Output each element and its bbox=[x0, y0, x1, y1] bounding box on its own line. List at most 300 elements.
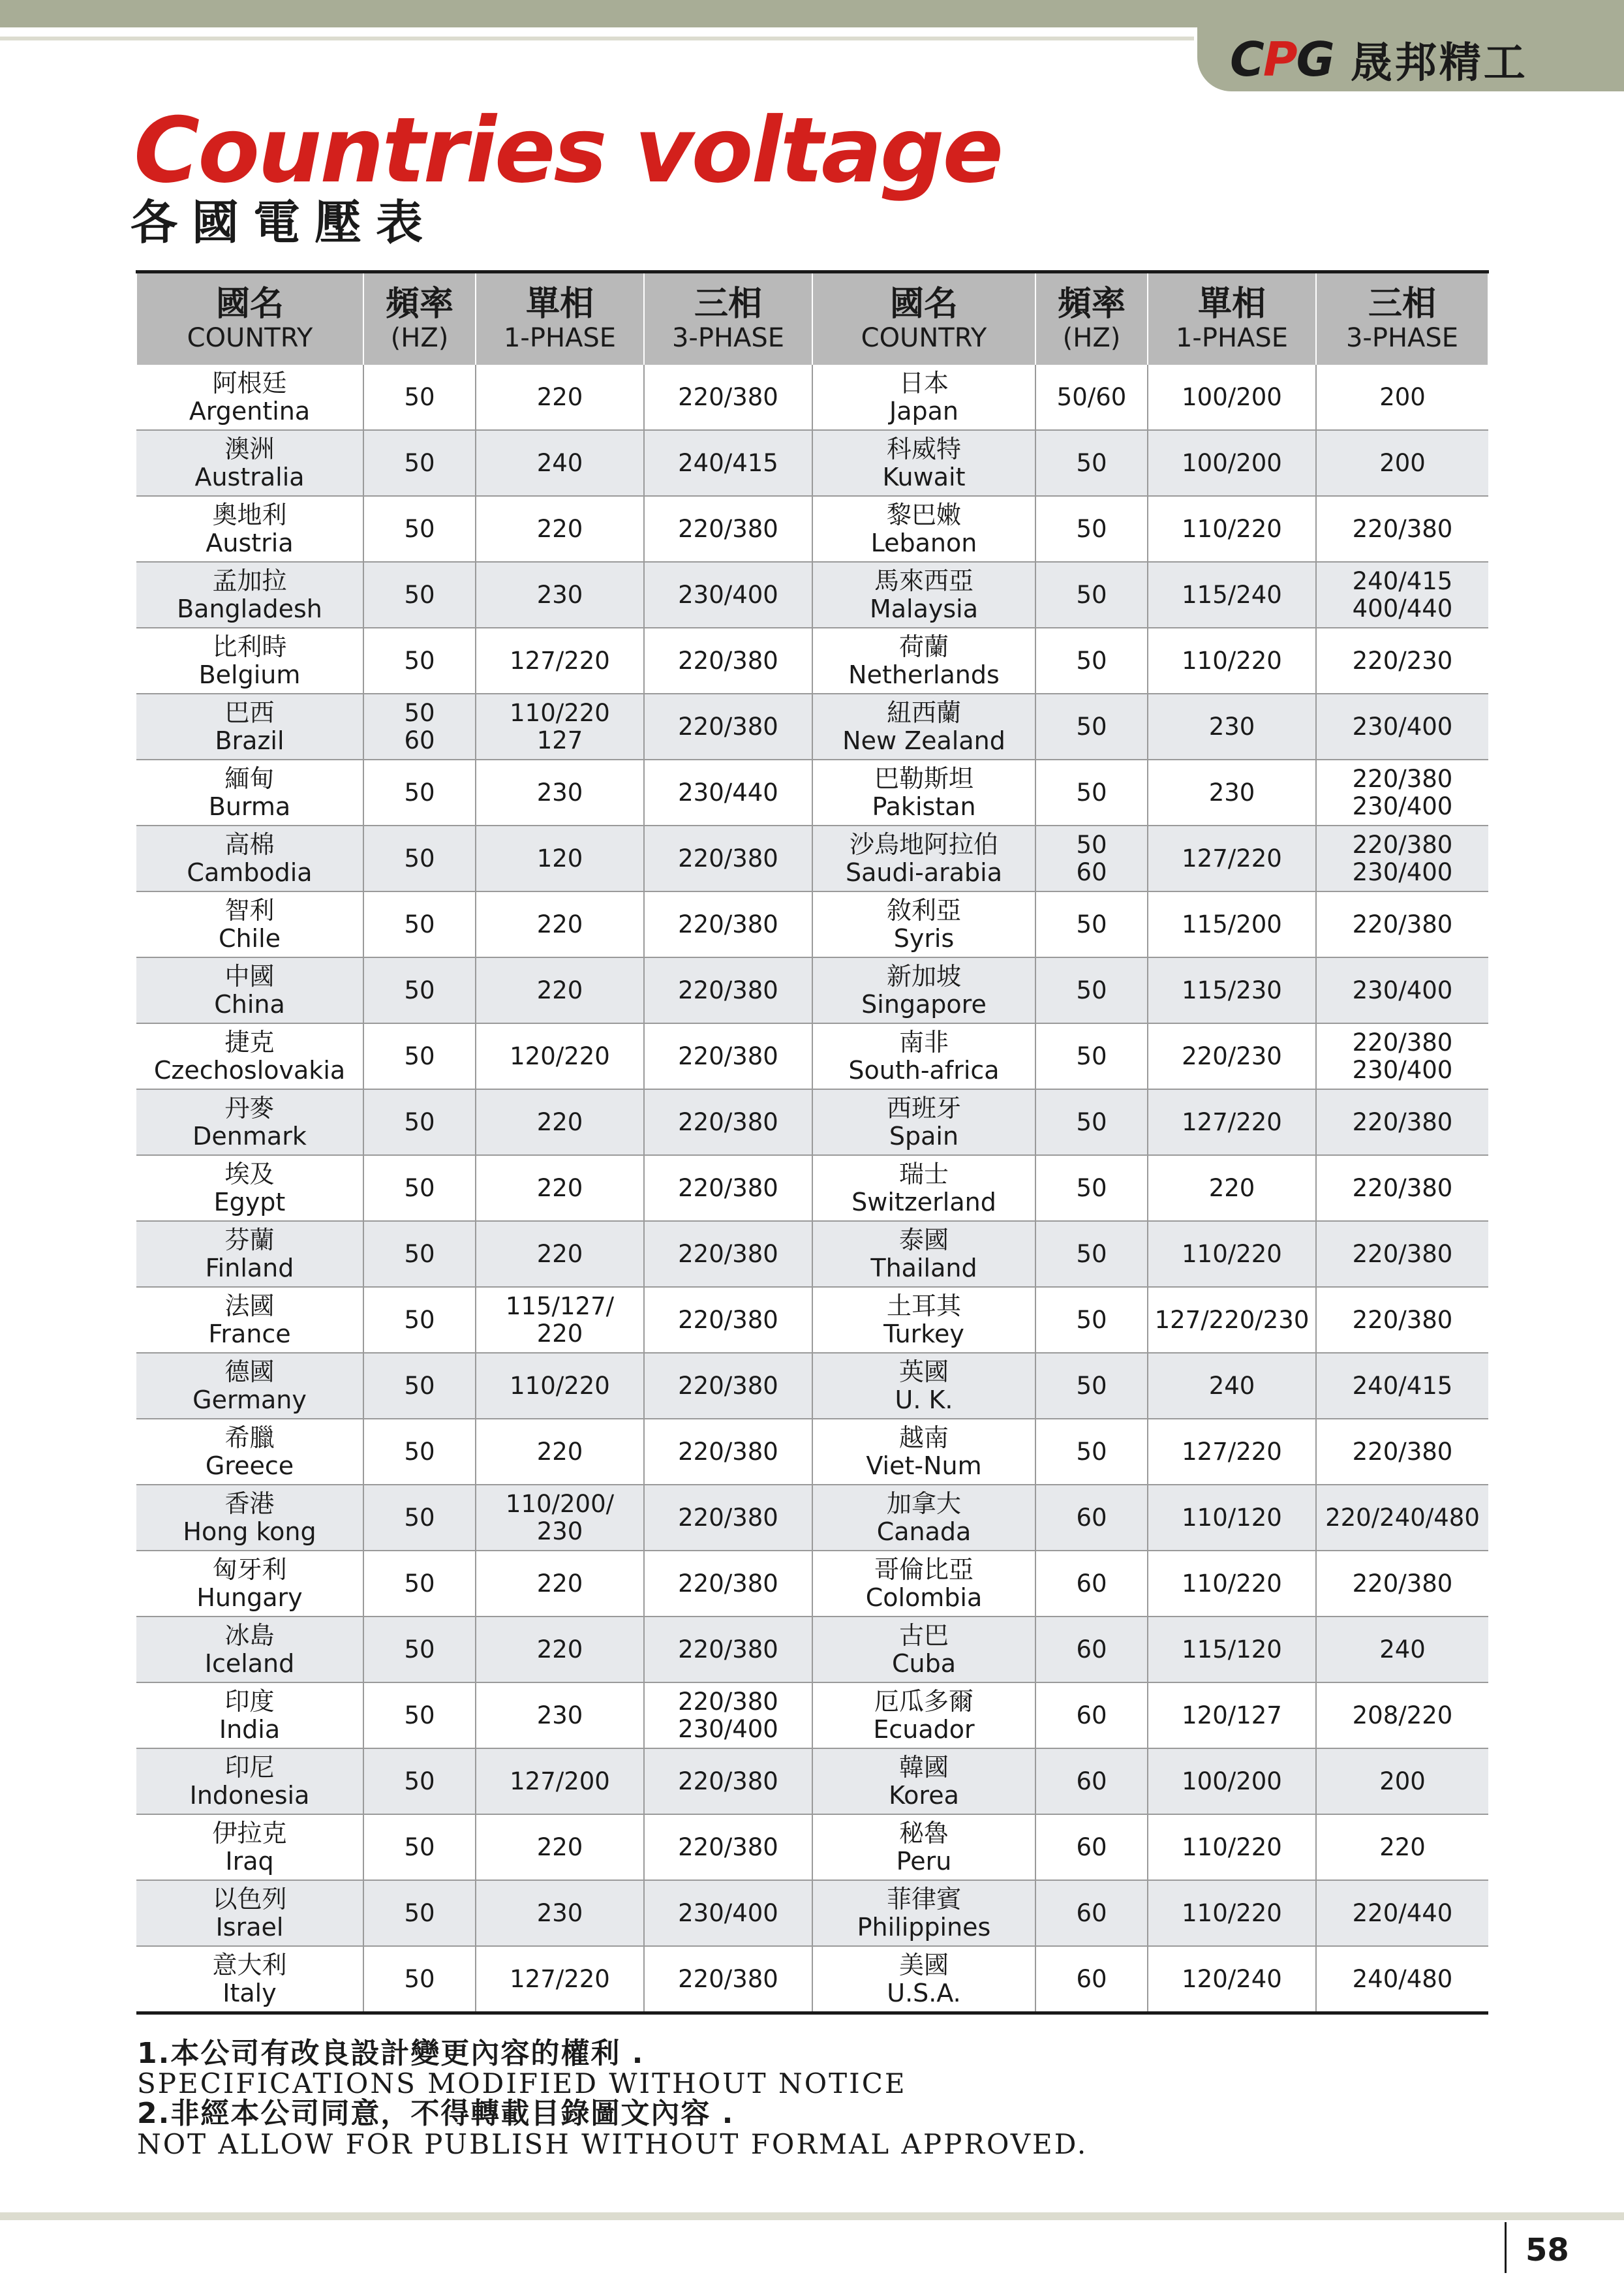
table-row bbox=[136, 628, 1488, 694]
single-phase-cell bbox=[1148, 1287, 1316, 1353]
table-row bbox=[136, 891, 1488, 957]
country-name-zh: 西班牙 bbox=[886, 1093, 961, 1122]
single-phase-cell bbox=[476, 957, 644, 1023]
three-phase-cell bbox=[644, 365, 812, 430]
country-cell bbox=[136, 760, 363, 826]
hz-cell-value: 50 bbox=[1076, 712, 1107, 741]
hz-cell-value: 50 bbox=[404, 580, 435, 609]
country-name-en: Chile bbox=[218, 923, 281, 953]
hz-cell bbox=[363, 628, 476, 694]
country-cell bbox=[812, 1946, 1035, 2013]
hz-cell-value: 60 bbox=[1076, 1898, 1107, 1927]
three-phase-cell bbox=[644, 891, 812, 957]
single-phase-cell-value: 115/200 bbox=[1182, 910, 1282, 938]
hz-cell bbox=[1035, 1155, 1148, 1221]
page-subtitle: 各國電壓表 bbox=[130, 195, 438, 250]
single-phase-cell-value: 127/220 bbox=[1182, 1437, 1282, 1466]
single-phase-cell bbox=[476, 1748, 644, 1814]
three-phase-cell-value: 240/415 400/440 bbox=[1352, 567, 1453, 623]
table-row bbox=[136, 826, 1488, 891]
single-phase-cell bbox=[476, 1221, 644, 1287]
country-name-zh: 紐西蘭 bbox=[886, 698, 961, 727]
single-phase-cell-value: 220 bbox=[1208, 1173, 1255, 1202]
header-en: (HZ) bbox=[1062, 322, 1121, 353]
single-phase-cell-value: 220 bbox=[536, 382, 583, 411]
three-phase-cell bbox=[644, 1485, 812, 1551]
country-name-en: Argentina bbox=[189, 396, 311, 426]
header-cell bbox=[812, 272, 1035, 365]
single-phase-cell-value: 127/220 bbox=[510, 1964, 610, 1993]
hz-cell-value: 50 bbox=[1076, 1239, 1107, 1268]
single-phase-cell-value: 110/220 127 bbox=[510, 699, 610, 754]
country-cell bbox=[812, 1287, 1035, 1353]
three-phase-cell bbox=[644, 628, 812, 694]
country-name-zh: 孟加拉 bbox=[212, 566, 287, 595]
country-name-zh: 伊拉克 bbox=[212, 1818, 287, 1848]
single-phase-cell bbox=[1148, 1946, 1316, 2013]
three-phase-cell bbox=[644, 1880, 812, 1946]
header-en: 3-PHASE bbox=[1345, 322, 1459, 353]
three-phase-cell bbox=[1316, 891, 1488, 957]
hz-cell-value: 50 bbox=[404, 1701, 435, 1729]
three-phase-cell bbox=[644, 826, 812, 891]
single-phase-cell-value: 220 bbox=[536, 514, 583, 543]
header-cell bbox=[1316, 272, 1488, 365]
country-name-en: Peru bbox=[896, 1846, 952, 1876]
three-phase-cell-value: 240 bbox=[1379, 1635, 1426, 1663]
country-name-en: Colombia bbox=[865, 1583, 983, 1612]
single-phase-cell-value: 115/120 bbox=[1182, 1635, 1282, 1663]
brand-tab bbox=[1197, 27, 1624, 91]
hz-cell bbox=[1035, 1617, 1148, 1682]
header-zh: 單相 bbox=[525, 285, 594, 324]
hz-cell bbox=[363, 1023, 476, 1089]
three-phase-cell bbox=[1316, 1089, 1488, 1155]
country-name-zh: 法國 bbox=[224, 1291, 275, 1320]
hz-cell bbox=[363, 891, 476, 957]
country-cell bbox=[136, 365, 363, 430]
country-name-zh: 菲律賓 bbox=[886, 1884, 961, 1913]
country-name-en: Italy bbox=[222, 1978, 277, 2007]
three-phase-cell bbox=[1316, 562, 1488, 628]
header-cell bbox=[136, 272, 363, 365]
single-phase-cell bbox=[476, 365, 644, 430]
country-name-zh: 哥倫比亞 bbox=[874, 1555, 973, 1584]
country-cell bbox=[136, 1287, 363, 1353]
top-rule bbox=[0, 37, 1194, 40]
notes bbox=[137, 2039, 1088, 2159]
three-phase-cell bbox=[644, 1155, 812, 1221]
three-phase-cell bbox=[1316, 1023, 1488, 1089]
three-phase-cell-value: 220/380 bbox=[1352, 1107, 1453, 1136]
country-name-zh: 土耳其 bbox=[886, 1291, 961, 1320]
country-cell bbox=[136, 1023, 363, 1089]
three-phase-cell-value: 220/380 bbox=[678, 646, 778, 675]
hz-cell-value: 50 bbox=[404, 1898, 435, 1927]
hz-cell bbox=[1035, 826, 1148, 891]
country-cell bbox=[136, 694, 363, 760]
hz-cell-value: 60 bbox=[1076, 1635, 1107, 1663]
country-name-en: Kuwait bbox=[882, 462, 966, 491]
three-phase-cell-value: 208/220 bbox=[1352, 1701, 1453, 1729]
header-cell bbox=[1035, 272, 1148, 365]
country-name-zh: 韓國 bbox=[898, 1752, 949, 1782]
country-name-en: Israel bbox=[215, 1912, 284, 1942]
three-phase-cell bbox=[1316, 1353, 1488, 1419]
table-row bbox=[136, 1551, 1488, 1617]
hz-cell-value: 50 bbox=[404, 1503, 435, 1532]
country-cell bbox=[136, 1748, 363, 1814]
country-cell bbox=[812, 562, 1035, 628]
single-phase-cell-value: 100/200 bbox=[1182, 382, 1282, 411]
country-name-en: Netherlands bbox=[848, 660, 1000, 689]
single-phase-cell-value: 220 bbox=[536, 910, 583, 938]
hz-cell bbox=[363, 760, 476, 826]
hz-cell-value: 50 bbox=[404, 976, 435, 1004]
hz-cell-value: 50 bbox=[1076, 976, 1107, 1004]
country-name-zh: 希臘 bbox=[224, 1423, 275, 1452]
country-name-zh: 智利 bbox=[224, 895, 275, 925]
country-name-zh: 荷蘭 bbox=[898, 632, 949, 661]
brand-name: 晟邦精工 bbox=[1350, 39, 1528, 87]
hz-cell bbox=[363, 1089, 476, 1155]
three-phase-cell-value: 230/440 bbox=[678, 778, 778, 807]
header-zh: 國名 bbox=[215, 285, 284, 324]
single-phase-cell bbox=[1148, 1880, 1316, 1946]
country-cell bbox=[812, 496, 1035, 562]
hz-cell bbox=[363, 1353, 476, 1419]
country-cell bbox=[812, 826, 1035, 891]
country-name-en: South-africa bbox=[848, 1055, 1000, 1085]
three-phase-cell bbox=[1316, 1880, 1488, 1946]
single-phase-cell bbox=[476, 760, 644, 826]
country-cell bbox=[136, 891, 363, 957]
three-phase-cell-value: 200 bbox=[1379, 382, 1426, 411]
country-name-zh: 高棉 bbox=[224, 829, 275, 859]
hz-cell bbox=[1035, 562, 1148, 628]
single-phase-cell-value: 120/127 bbox=[1182, 1701, 1282, 1729]
hz-cell-value: 50 bbox=[404, 1042, 435, 1070]
header-zh: 單相 bbox=[1197, 285, 1266, 324]
country-name-zh: 黎巴嫩 bbox=[886, 500, 961, 529]
three-phase-cell bbox=[1316, 430, 1488, 496]
single-phase-cell-value: 110/220 bbox=[1182, 1239, 1282, 1268]
hz-cell-value: 50 bbox=[404, 1239, 435, 1268]
single-phase-cell bbox=[1148, 760, 1316, 826]
table-row bbox=[136, 1221, 1488, 1287]
three-phase-cell-value: 220/380 bbox=[1352, 1305, 1453, 1334]
country-name-zh: 香港 bbox=[224, 1489, 275, 1518]
single-phase-cell bbox=[1148, 826, 1316, 891]
country-name-zh: 比利時 bbox=[212, 632, 287, 661]
hz-cell-value: 60 bbox=[1076, 1569, 1107, 1598]
single-phase-cell bbox=[1148, 430, 1316, 496]
country-cell bbox=[136, 1221, 363, 1287]
single-phase-cell-value: 120/240 bbox=[1182, 1964, 1282, 1993]
hz-cell bbox=[1035, 1089, 1148, 1155]
three-phase-cell bbox=[644, 1814, 812, 1880]
single-phase-cell-value: 230 bbox=[536, 1701, 583, 1729]
single-phase-cell-value: 110/220 bbox=[1182, 1898, 1282, 1927]
table-row bbox=[136, 1946, 1488, 2013]
country-cell bbox=[136, 1946, 363, 2013]
country-name-zh: 澳洲 bbox=[224, 434, 275, 463]
three-phase-cell bbox=[1316, 1682, 1488, 1748]
three-phase-cell bbox=[1316, 1419, 1488, 1485]
country-name-en: Greece bbox=[205, 1451, 294, 1480]
single-phase-cell-value: 220 bbox=[536, 976, 583, 1004]
single-phase-cell-value: 110/220 bbox=[1182, 1569, 1282, 1598]
table-row bbox=[136, 496, 1488, 562]
three-phase-cell bbox=[644, 1682, 812, 1748]
country-name-en: Hungary bbox=[196, 1583, 303, 1612]
country-cell bbox=[812, 1551, 1035, 1617]
country-name-en: Czechoslovakia bbox=[153, 1055, 346, 1085]
single-phase-cell bbox=[1148, 628, 1316, 694]
single-phase-cell bbox=[1148, 1551, 1316, 1617]
country-name-zh: 巴勒斯坦 bbox=[874, 764, 973, 793]
hz-cell bbox=[363, 1682, 476, 1748]
country-name-en: Cuba bbox=[891, 1648, 957, 1678]
hz-cell-value: 50 bbox=[404, 1173, 435, 1202]
three-phase-cell-value: 230/400 bbox=[678, 580, 778, 609]
country-cell bbox=[812, 1023, 1035, 1089]
single-phase-cell-value: 127/220 bbox=[510, 646, 610, 675]
three-phase-cell-value: 220/380 bbox=[678, 1503, 778, 1532]
three-phase-cell bbox=[644, 562, 812, 628]
hz-cell-value: 50 bbox=[404, 1569, 435, 1598]
three-phase-cell-value: 220/380 bbox=[678, 844, 778, 873]
three-phase-cell-value: 220 bbox=[1379, 1833, 1426, 1861]
three-phase-cell-value: 220/380 bbox=[678, 1371, 778, 1400]
table-row bbox=[136, 365, 1488, 430]
country-name-en: Finland bbox=[205, 1253, 294, 1282]
single-phase-cell bbox=[476, 1353, 644, 1419]
table-row bbox=[136, 1353, 1488, 1419]
single-phase-cell bbox=[1148, 1221, 1316, 1287]
hz-cell-value: 50 bbox=[1076, 910, 1107, 938]
country-name-zh: 奧地利 bbox=[212, 500, 287, 529]
note-zh-2: 2.非經本公司同意，不得轉載目錄圖文內容 . bbox=[137, 2097, 735, 2131]
three-phase-cell-value: 220/380 230/400 bbox=[678, 1688, 778, 1743]
table-row bbox=[136, 957, 1488, 1023]
bottom-band bbox=[0, 2212, 1624, 2220]
three-phase-cell bbox=[1316, 1155, 1488, 1221]
hz-cell bbox=[363, 562, 476, 628]
country-name-en: France bbox=[208, 1319, 291, 1348]
three-phase-cell-value: 220/230 bbox=[1352, 646, 1453, 675]
three-phase-cell-value: 220/380 bbox=[1352, 1437, 1453, 1466]
country-name-zh: 英國 bbox=[898, 1357, 949, 1386]
note-en-1: SPECIFICATIONS MODIFIED WITHOUT NOTICE bbox=[137, 2067, 907, 2100]
header-zh: 頻率 bbox=[1057, 285, 1126, 324]
country-name-zh: 沙烏地阿拉伯 bbox=[849, 829, 998, 859]
hz-cell-value: 50 60 bbox=[404, 699, 435, 754]
three-phase-cell bbox=[1316, 628, 1488, 694]
hz-cell-value: 50 bbox=[1076, 1173, 1107, 1202]
single-phase-cell-value: 115/127/ 220 bbox=[505, 1292, 615, 1348]
three-phase-cell-value: 220/380 bbox=[1352, 910, 1453, 938]
country-cell bbox=[812, 957, 1035, 1023]
table-row bbox=[136, 1682, 1488, 1748]
table-row bbox=[136, 1617, 1488, 1682]
hz-cell-value: 50 bbox=[404, 778, 435, 807]
country-cell bbox=[136, 430, 363, 496]
single-phase-cell bbox=[1148, 1617, 1316, 1682]
hz-cell bbox=[363, 826, 476, 891]
hz-cell bbox=[1035, 1287, 1148, 1353]
table-row bbox=[136, 562, 1488, 628]
single-phase-cell-value: 110/220 bbox=[1182, 1833, 1282, 1861]
hz-cell bbox=[363, 957, 476, 1023]
header-en: 1-PHASE bbox=[503, 322, 617, 353]
single-phase-cell-value: 220 bbox=[536, 1437, 583, 1466]
single-phase-cell-value: 110/220 bbox=[1182, 646, 1282, 675]
country-name-en: New Zealand bbox=[842, 726, 1005, 755]
country-cell bbox=[136, 496, 363, 562]
header-cell bbox=[1148, 272, 1316, 365]
hz-cell-value: 50 bbox=[1076, 1437, 1107, 1466]
table-row bbox=[136, 1880, 1488, 1946]
hz-cell-value: 50 60 bbox=[1076, 831, 1107, 886]
three-phase-cell-value: 240/480 bbox=[1352, 1964, 1453, 1993]
header-cell bbox=[476, 272, 644, 365]
country-name-zh: 埃及 bbox=[224, 1159, 275, 1188]
hz-cell bbox=[1035, 430, 1148, 496]
single-phase-cell-value: 110/200/ 230 bbox=[505, 1490, 615, 1545]
hz-cell bbox=[1035, 628, 1148, 694]
country-cell bbox=[812, 891, 1035, 957]
hz-cell-value: 50 bbox=[1076, 1305, 1107, 1334]
hz-cell bbox=[363, 1419, 476, 1485]
hz-cell bbox=[1035, 1551, 1148, 1617]
three-phase-cell bbox=[644, 1419, 812, 1485]
hz-cell bbox=[1035, 1485, 1148, 1551]
country-name-en: Thailand bbox=[870, 1253, 977, 1282]
country-cell bbox=[812, 694, 1035, 760]
country-name-en: U.S.A. bbox=[887, 1978, 961, 2007]
three-phase-cell-value: 240/415 bbox=[678, 448, 778, 477]
three-phase-cell bbox=[644, 1748, 812, 1814]
country-name-zh: 敘利亞 bbox=[886, 895, 961, 925]
hz-cell bbox=[363, 1946, 476, 2013]
hz-cell bbox=[363, 694, 476, 760]
hz-cell bbox=[363, 1617, 476, 1682]
country-name-en: Philippines bbox=[857, 1912, 991, 1942]
single-phase-cell bbox=[1148, 1485, 1316, 1551]
country-name-en: China bbox=[214, 989, 285, 1019]
single-phase-cell-value: 240 bbox=[1208, 1371, 1255, 1400]
table-body bbox=[136, 365, 1488, 2013]
country-name-en: Viet-Num bbox=[866, 1451, 982, 1480]
three-phase-cell-value: 220/380 bbox=[678, 1437, 778, 1466]
hz-cell-value: 50 bbox=[404, 448, 435, 477]
three-phase-cell-value: 230/400 bbox=[1352, 712, 1453, 741]
three-phase-cell bbox=[1316, 1485, 1488, 1551]
single-phase-cell bbox=[476, 628, 644, 694]
single-phase-cell bbox=[476, 1287, 644, 1353]
country-cell bbox=[136, 1089, 363, 1155]
three-phase-cell bbox=[644, 1353, 812, 1419]
country-cell bbox=[812, 365, 1035, 430]
three-phase-cell bbox=[1316, 1551, 1488, 1617]
country-name-en: Burma bbox=[208, 792, 291, 821]
table-header-row bbox=[136, 272, 1488, 365]
country-cell bbox=[136, 562, 363, 628]
hz-cell-value: 50 bbox=[404, 844, 435, 873]
hz-cell bbox=[1035, 1353, 1148, 1419]
country-name-en: Denmark bbox=[192, 1121, 307, 1151]
hz-cell bbox=[363, 1880, 476, 1946]
country-name-en: Belgium bbox=[198, 660, 301, 689]
single-phase-cell-value: 127/200 bbox=[510, 1767, 610, 1795]
country-cell bbox=[136, 826, 363, 891]
country-name-en: Turkey bbox=[883, 1319, 964, 1348]
hz-cell bbox=[1035, 1814, 1148, 1880]
header-en: 1-PHASE bbox=[1175, 322, 1289, 353]
hz-cell bbox=[363, 1551, 476, 1617]
single-phase-cell bbox=[476, 1814, 644, 1880]
hz-cell-value: 60 bbox=[1076, 1503, 1107, 1532]
single-phase-cell bbox=[1148, 1353, 1316, 1419]
three-phase-cell bbox=[644, 1221, 812, 1287]
three-phase-cell-value: 220/380 bbox=[678, 1305, 778, 1334]
three-phase-cell bbox=[644, 430, 812, 496]
single-phase-cell bbox=[1148, 562, 1316, 628]
country-name-en: Pakistan bbox=[872, 792, 976, 821]
single-phase-cell-value: 230 bbox=[1208, 778, 1255, 807]
country-cell bbox=[136, 1682, 363, 1748]
country-name-zh: 南非 bbox=[898, 1027, 949, 1057]
country-cell bbox=[812, 430, 1035, 496]
country-name-en: Australia bbox=[194, 462, 305, 491]
three-phase-cell bbox=[1316, 496, 1488, 562]
single-phase-cell-value: 110/120 bbox=[1182, 1503, 1282, 1532]
country-cell bbox=[812, 760, 1035, 826]
page-number: 58 bbox=[1525, 2232, 1569, 2268]
hz-cell-value: 60 bbox=[1076, 1964, 1107, 1993]
hz-cell bbox=[1035, 365, 1148, 430]
hz-cell-value: 50 bbox=[404, 646, 435, 675]
hz-cell-value: 60 bbox=[1076, 1767, 1107, 1795]
hz-cell bbox=[1035, 1748, 1148, 1814]
single-phase-cell-value: 120/220 bbox=[510, 1042, 610, 1070]
single-phase-cell bbox=[476, 1485, 644, 1551]
single-phase-cell bbox=[1148, 1155, 1316, 1221]
country-name-en: Egypt bbox=[213, 1187, 286, 1216]
country-name-zh: 捷克 bbox=[224, 1027, 275, 1057]
hz-cell-value: 50 bbox=[1076, 646, 1107, 675]
country-cell bbox=[136, 1485, 363, 1551]
table-row bbox=[136, 1748, 1488, 1814]
table-row bbox=[136, 1814, 1488, 1880]
hz-cell-value: 50 bbox=[404, 1964, 435, 1993]
page-divider bbox=[1505, 2222, 1507, 2273]
note-en-2: NOT ALLOW FOR PUBLISH WITHOUT FORMAL APPROVED. bbox=[137, 2128, 1088, 2160]
single-phase-cell-value: 220 bbox=[536, 1239, 583, 1268]
hz-cell bbox=[1035, 1946, 1148, 2013]
header-en: COUNTRY bbox=[861, 322, 987, 353]
single-phase-cell bbox=[476, 1155, 644, 1221]
hz-cell bbox=[363, 496, 476, 562]
top-band bbox=[0, 0, 1624, 27]
three-phase-cell bbox=[1316, 1748, 1488, 1814]
country-cell bbox=[812, 628, 1035, 694]
single-phase-cell bbox=[476, 1946, 644, 2013]
single-phase-cell bbox=[476, 1551, 644, 1617]
three-phase-cell-value: 220/380 230/400 bbox=[1352, 1029, 1453, 1084]
three-phase-cell bbox=[1316, 760, 1488, 826]
